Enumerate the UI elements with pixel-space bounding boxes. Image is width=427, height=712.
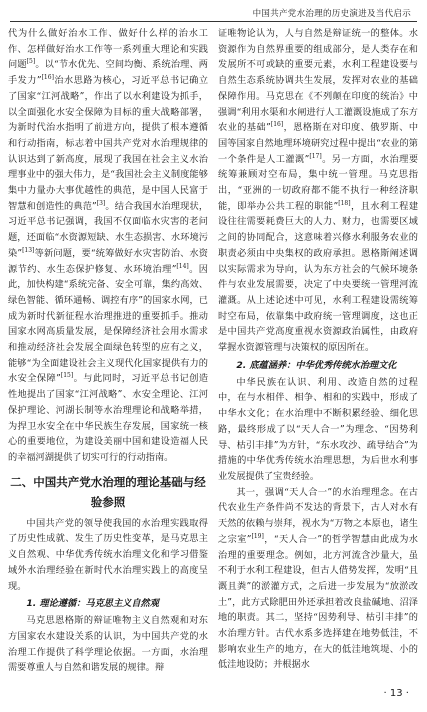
citation-ref: [15] [60, 372, 74, 380]
running-header [0, 0, 427, 22]
body-paragraph: 代为什么做好治水工作、做好什么样的治水工作、怎样做好治水工作等一系列重大理论和实践问题[5]。以“节水优先、空间均衡、系统治理、两手发力”[16]治水思路为核心，习近平总书记确立了国家“江河战略”，作出了以水利建设为抓手，以全面强化水安全保障为目标的重大战略部署，为新时代治水指明了前进方向，提供了根本遵循和行动指南，标志着中国共产党对水治理规律的认识达到了新高度，展现了我国在社会主义水治理事业中的强大伟力，是“我国社会主义制度能够集中力量办大事优越性的典范，是中国人民富于智慧和创造性的典范”[3]。结合我国水治理现状，习近平总书记强调，我国不仅面临水灾害的老问题，还面临“水资源短缺、水生态损害、水环境污染”[13]等新问题，要“统筹做好水灾害防治、水资源节约、水生态保护修复、水环境治理”[14]。因此，加快构建“系统完备、安全可靠，集约高效、绿色智能、循环通畅、调控有序”的国家水网，已成为新时代新征程水治理推进的重要抓手。推动国家水网高质量发展，是保障经济社会用水需求和推动经济社会发展全面绿色转型的应有之义，能够“为全面建设社会主义现代化国家提供有力的水安全保障”[15]。与此同时，习近平总书记创造性地提出了国家“江河战略”、水安全理论、江河保护理论、河湖长制等水治理理论和战略举措，为捍卫水安全在中华民族生存发展，国家统一核心的重要地位，为建设美丽中国和建设造福人民的幸福河湖提供了切实可行的行动指南。 [8, 28, 208, 463]
citation-ref: [16] [41, 74, 54, 82]
citation-ref: [16] [270, 121, 284, 129]
subsection-heading: 1. 理论遵循：马克思主义自然观 [26, 598, 159, 610]
body-paragraph: 证唯物论认为，人与自然是辩证统一的整体。水资源作为自然界重要的组成部分，是人类存在和发展所不可或缺的重要元素，水利工程建设要与自然生态系统协调共生发展，发挥对农业的基础保障作用。马克思在《不列颠在印度的统治》中强调“利用水渠和水闸进行人工灌溉设施成了东方农业的基础”[16]，恩格斯在对印度、俄罗斯、中国等国家自然地理环境研究过程中提出“农业的第一个条件是人工灌溉”[17]。另一方面，水治理要统筹兼顾对空布局，集中统一管理。马克思指出，“亚洲的一切政府都不能不执行一种经济职能，即举办公共工程的职能”[18]，且水利工程建设往往需要耗费巨大的人力、财力，也需要区域之间的协同配合，这意味着兴修水利服务农业的职责必须由中央集权的政府承担。恩格斯阐述调以实际需求为导向，认为东方社会的气候环境条件与农业发展需要，决定了中央要统一管理河流灌溉。从上述论述中可见，水利工程建设需统筹时空布局，依靠集中政府统一管理调度，这也正是中国共产党高度重视水资源政治属性，由政府掌握水资源管理与决策权的原因所在。 [218, 28, 418, 354]
citation-ref: [19] [251, 532, 264, 540]
body-paragraph: 中华民族在认识、利用、改造自然的过程中，在与水相伴、相争、相和的实践中，形成了中华水文化；在水治理中不断积累经验、细化思路，最终形成了以“天人合一”为理念、“因势利导、枯引丰排”为方针，“东水攻沙、疏导结合”为措施的中华优秀传统水治理思想，为后世水利事业发展提供了宝贵经验。 [218, 376, 418, 482]
section-heading: 二、中国共产党水治理的理论基础与经验参照 [10, 474, 206, 509]
subsection-heading: 2. 底蕴涵养：中华优秀传统水治理文化 [236, 359, 397, 371]
journal-running-title: 中国共产党水治理的历史演进及当代启示 [252, 9, 411, 19]
citation-ref: [13] [22, 246, 35, 254]
page-number: · 13 · [383, 688, 409, 699]
left-column [8, 26, 208, 684]
citation-ref: [14] [176, 262, 189, 270]
body-paragraph: 中国共产党的领导使我国的水治理实践取得了历史性成就、发生了历史性变革，是马克思主义自然观、中华优秀传统水治理文化和学习借鉴域外水治理经验在新时代水治理实践上的高度呈现。 [8, 517, 208, 592]
right-column [218, 26, 418, 684]
citation-ref: [18] [338, 199, 351, 207]
body-paragraph: 马克思恩格斯的辩证唯物主义自然观和对东方国家农水建设关系的认识，为中国共产党的水治理工作提供了科学理论依据。一方面，水治理需要尊重人与自然和谐发展的规律。辩 [8, 615, 208, 674]
citation-ref: [17] [309, 152, 322, 160]
citation-ref: [3] [96, 199, 106, 207]
header-rule [10, 21, 417, 22]
body-paragraph: 其一，强调“天人合一”的水治理理念。在古代农业生产条件尚不发达的背景下，古人对水有天然的依赖与崇拜，视水为“万物之本原也，诸生之宗室”[19]，“天人合一”的哲学智慧由此成为水治理的重要理念。例如，北方河流含沙量大，虽不利于水利工程建设，但古人借势发挥，发明“且溉且粪”的淤灌方式，之后进一步发展为“放淤改土”，此方式除肥田外还承担着改良盐碱地、沼泽地的职责。其二，坚持“因势利导、枯引丰排”的水治理方针。古代水系多选择建在地势低洼，不影响农业生产的地方，在大的低洼地筑堤、小的低洼地设防；并根据水 [218, 486, 418, 671]
citation-ref: [5] [26, 58, 36, 66]
